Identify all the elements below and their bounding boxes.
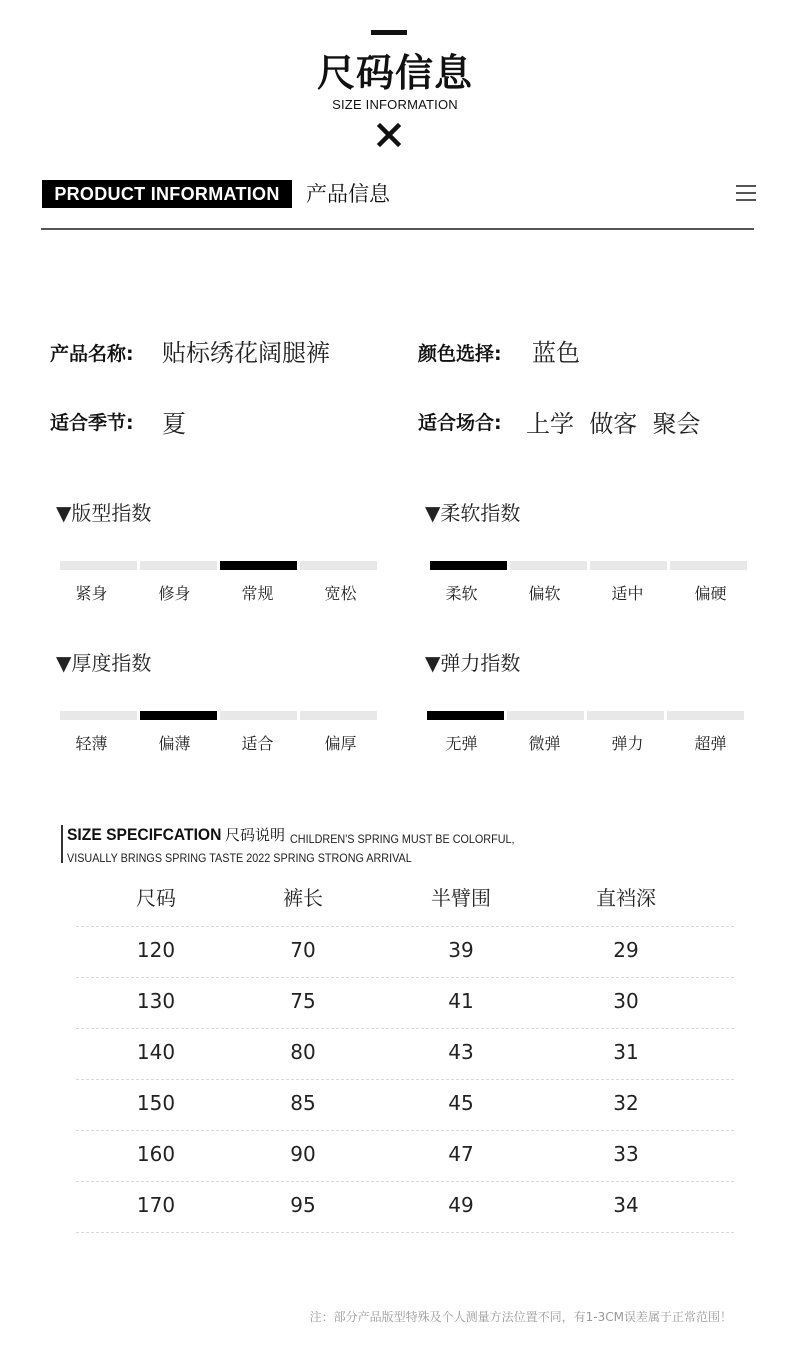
- softness-index-labels: [420, 583, 752, 605]
- index-option: 弹力: [611, 734, 644, 753]
- index-option: 偏软: [528, 584, 561, 603]
- index-option: 超弹: [694, 734, 727, 753]
- thickness-index-labels: [50, 733, 382, 755]
- index-segment: [220, 561, 297, 570]
- index-segment: [140, 561, 217, 570]
- elasticity-index-title: ▼弹力指数: [425, 651, 521, 675]
- index-option: 柔软: [445, 584, 478, 603]
- cross-icon: [374, 120, 404, 150]
- product-name-label: 产品名称:: [50, 343, 134, 365]
- fit-index-title: ▼版型指数: [56, 501, 152, 525]
- index-option: 紧身: [75, 584, 108, 603]
- menu-icon[interactable]: [736, 185, 756, 203]
- index-segment: [670, 561, 747, 570]
- table-cell: 120: [136, 938, 176, 962]
- fit-index-bar: [60, 561, 377, 570]
- index-segment: [140, 711, 217, 720]
- table-row: [76, 1181, 734, 1233]
- index-segment: [587, 711, 664, 720]
- table-cell: 160: [136, 1142, 176, 1166]
- column-header-length: 裤长: [283, 886, 323, 910]
- occasion-label: 适合场合:: [418, 412, 502, 434]
- index-segment: [60, 711, 137, 720]
- table-cell: 43: [448, 1040, 474, 1064]
- softness-index-bar: [430, 561, 747, 570]
- table-cell: 90: [290, 1142, 316, 1166]
- table-row: [76, 1028, 734, 1079]
- index-option: 无弹: [445, 734, 478, 753]
- index-segment: [427, 711, 504, 720]
- elasticity-index-labels: [420, 733, 752, 755]
- table-cell: 49: [448, 1193, 474, 1217]
- column-header-size: 尺码: [136, 886, 176, 910]
- elasticity-index-bar: [427, 711, 744, 720]
- index-option: 轻薄: [75, 734, 108, 753]
- title-dash-decoration: [371, 30, 407, 35]
- thickness-index-title: ▼厚度指数: [56, 651, 152, 675]
- table-cell: 47: [448, 1142, 474, 1166]
- column-header-half-hip: 半臂围: [431, 886, 491, 910]
- table-row: [76, 977, 734, 1028]
- table-cell: 80: [290, 1040, 316, 1064]
- table-cell: 45: [448, 1091, 474, 1115]
- occasion-value: 上学 做客 聚会: [526, 410, 701, 438]
- fit-index-labels: [50, 583, 382, 605]
- index-option: 偏硬: [694, 584, 727, 603]
- table-cell: 140: [136, 1040, 176, 1064]
- table-row: [76, 926, 734, 977]
- size-spec-accent-bar: [61, 825, 63, 863]
- table-cell: 85: [290, 1091, 316, 1115]
- index-segment: [220, 711, 297, 720]
- index-option: 修身: [158, 584, 191, 603]
- footnote: 注：部分产品版型特殊及个人测量方法位置不同，有1-3CM误差属于正常范围！: [309, 1310, 732, 1324]
- size-spec-title-cn: 尺码说明: [225, 826, 286, 844]
- table-cell: 95: [290, 1193, 316, 1217]
- season-value: 夏: [162, 410, 186, 438]
- table-cell: 70: [290, 938, 316, 962]
- size-spec-title: SIZE SPECIFCATION: [67, 825, 222, 844]
- index-option: 适中: [611, 584, 644, 603]
- season-label: 适合季节:: [50, 412, 134, 434]
- size-spec-description: CHILDREN'S SPRING MUST BE COLORFUL,: [290, 832, 515, 846]
- index-segment: [430, 561, 507, 570]
- table-cell: 39: [448, 938, 474, 962]
- index-segment: [510, 561, 587, 570]
- softness-index-title: ▼柔软指数: [425, 501, 521, 525]
- table-cell: 170: [136, 1193, 176, 1217]
- table-cell: 32: [613, 1091, 639, 1115]
- index-option: 宽松: [324, 584, 357, 603]
- table-cell: 150: [136, 1091, 176, 1115]
- product-info-heading: 产品信息: [306, 182, 390, 206]
- index-segment: [667, 711, 744, 720]
- table-cell: 29: [613, 938, 639, 962]
- table-header-row: [76, 880, 734, 916]
- thickness-index-bar: [60, 711, 377, 720]
- index-option: 偏薄: [158, 734, 191, 753]
- index-segment: [300, 561, 377, 570]
- table-cell: 75: [290, 989, 316, 1013]
- table-cell: 31: [613, 1040, 639, 1064]
- index-segment: [590, 561, 667, 570]
- color-label: 颜色选择:: [418, 343, 502, 365]
- product-name-value: 贴标绣花阔腿裤: [162, 339, 330, 367]
- size-table: [76, 880, 734, 1233]
- index-segment: [60, 561, 137, 570]
- index-segment: [507, 711, 584, 720]
- index-option: 微弹: [528, 734, 561, 753]
- size-spec-description: VISUALLY BRINGS SPRING TASTE 2022 SPRING STRONG ARRIVAL: [67, 851, 412, 865]
- table-cell: 34: [613, 1193, 639, 1217]
- table-cell: 33: [613, 1142, 639, 1166]
- product-info-badge: PRODUCT INFORMATION: [42, 180, 292, 208]
- color-value: 蓝色: [532, 339, 580, 367]
- page-title: 尺码信息: [316, 51, 473, 95]
- table-cell: 130: [136, 989, 176, 1013]
- index-option: 适合: [241, 734, 274, 753]
- index-option: 偏厚: [324, 734, 357, 753]
- index-option: 常规: [241, 584, 274, 603]
- header-divider: [41, 228, 754, 230]
- table-cell: 41: [448, 989, 474, 1013]
- table-row: [76, 1130, 734, 1181]
- page-subtitle: SIZE INFORMATION: [332, 97, 458, 112]
- table-row: [76, 1079, 734, 1130]
- index-segment: [300, 711, 377, 720]
- table-cell: 30: [613, 989, 639, 1013]
- column-header-rise: 直裆深: [596, 886, 656, 910]
